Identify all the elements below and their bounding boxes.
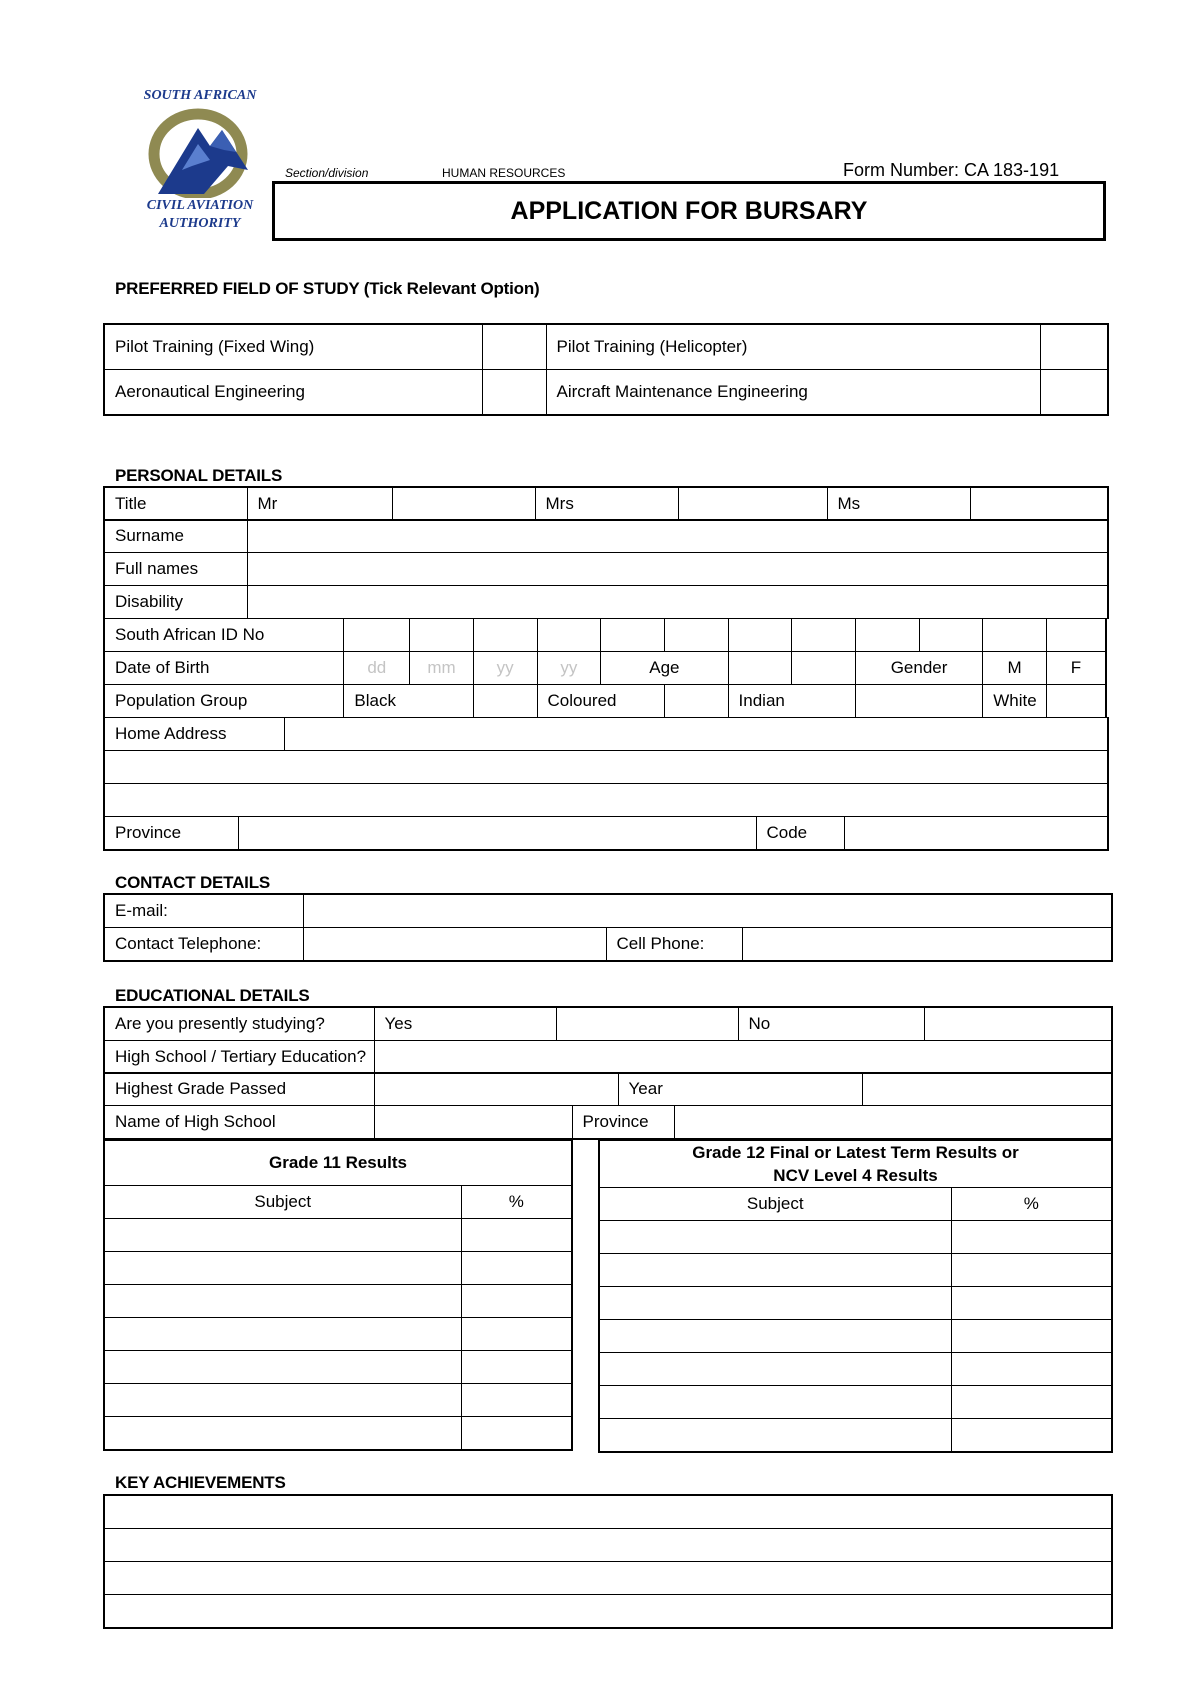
name-rows <box>103 519 1109 619</box>
achievement-line-3[interactable] <box>104 1562 1112 1595</box>
home-address-line-2[interactable] <box>104 751 1108 784</box>
id-digit-2[interactable] <box>410 619 474 652</box>
grade11-title: Grade 11 Results <box>104 1140 572 1186</box>
grade12-percent-4[interactable] <box>951 1320 1112 1353</box>
contact-table <box>103 893 1113 962</box>
age-box-2[interactable] <box>792 652 856 685</box>
form-title-box <box>272 181 1106 241</box>
id-digit-1[interactable] <box>344 619 410 652</box>
id-digit-6[interactable] <box>664 619 728 652</box>
id-digit-3[interactable] <box>473 619 537 652</box>
id-digit-9[interactable] <box>855 619 919 652</box>
tick-box-fixed-wing[interactable] <box>482 324 546 370</box>
home-address-line-3[interactable] <box>104 784 1108 817</box>
pop-white-label: White <box>983 685 1047 718</box>
year-field[interactable] <box>862 1073 1112 1106</box>
grade12-title-line2: NCV Level 4 Results <box>773 1166 938 1185</box>
gender-label: Gender <box>855 652 982 685</box>
grade11-table <box>103 1139 573 1451</box>
logo-emblem-icon <box>140 108 260 198</box>
code-label: Code <box>756 817 844 851</box>
logo-text-top: SOUTH AFRICAN <box>143 88 257 103</box>
grade12-percent-5[interactable] <box>951 1353 1112 1386</box>
study-option-helicopter: Pilot Training (Helicopter) <box>546 324 1040 370</box>
high-tertiary-field[interactable] <box>374 1041 1112 1074</box>
grade11-percent-4[interactable] <box>461 1318 572 1351</box>
grade12-percent-header: % <box>951 1188 1112 1221</box>
title-ms-label: Ms <box>827 487 970 521</box>
surname-label: Surname <box>104 520 247 553</box>
grade12-subject-5[interactable] <box>599 1353 951 1386</box>
pop-black-box[interactable] <box>473 685 537 718</box>
age-box-1[interactable] <box>728 652 792 685</box>
id-digit-7[interactable] <box>728 619 792 652</box>
study-heading: PREFERRED FIELD OF STUDY (Tick Relevant Option) <box>115 279 540 298</box>
dob-mm[interactable]: mm <box>410 652 474 685</box>
province-label: Province <box>104 817 238 851</box>
grade12-subject-header: Subject <box>599 1188 951 1221</box>
grade12-percent-7[interactable] <box>951 1419 1112 1453</box>
school-name-label: Name of High School <box>104 1106 374 1140</box>
id-digit-12[interactable] <box>1046 619 1106 652</box>
id-digit-5[interactable] <box>601 619 665 652</box>
grade11-subject-2[interactable] <box>104 1252 461 1285</box>
cell-field[interactable] <box>742 928 1112 962</box>
code-field[interactable] <box>844 817 1108 851</box>
studying-yes-box[interactable] <box>556 1007 738 1041</box>
education-table-3 <box>103 1105 1113 1140</box>
grade12-title-line1: Grade 12 Final or Latest Term Results or <box>692 1143 1019 1162</box>
grade11-percent-header: % <box>461 1186 572 1219</box>
grade12-subject-4[interactable] <box>599 1320 951 1353</box>
logo-text-mid: CIVIL AVIATION <box>146 198 254 213</box>
school-province-field[interactable] <box>674 1106 1112 1140</box>
telephone-field[interactable] <box>303 928 606 962</box>
dob-yy-1[interactable]: yy <box>473 652 537 685</box>
province-field[interactable] <box>238 817 756 851</box>
id-digit-4[interactable] <box>537 619 601 652</box>
grade11-subject-5[interactable] <box>104 1351 461 1384</box>
population-label: Population Group <box>104 685 344 718</box>
education-table-2 <box>103 1072 1113 1106</box>
id-digit-10[interactable] <box>919 619 983 652</box>
pop-black-label: Black <box>344 685 473 718</box>
studying-label: Are you presently studying? <box>104 1007 374 1041</box>
section-label: Section/division <box>285 166 369 180</box>
dob-label: Date of Birth <box>104 652 344 685</box>
school-name-field[interactable] <box>374 1106 572 1140</box>
highest-grade-label: Highest Grade Passed <box>104 1073 374 1106</box>
age-label: Age <box>601 652 728 685</box>
id-label: South African ID No <box>104 619 344 652</box>
study-option-fixed-wing: Pilot Training (Fixed Wing) <box>104 324 482 370</box>
disability-label: Disability <box>104 586 247 619</box>
grade12-subject-7[interactable] <box>599 1419 951 1453</box>
pop-indian-box[interactable] <box>855 685 982 718</box>
grade12-table <box>598 1139 1113 1453</box>
form-title: APPLICATION FOR BURSARY <box>510 196 868 225</box>
school-province-label: Province <box>572 1106 674 1140</box>
grade11-percent-1[interactable] <box>461 1219 572 1252</box>
grade12-subject-2[interactable] <box>599 1254 951 1287</box>
grade12-percent-6[interactable] <box>951 1386 1112 1419</box>
title-ms-box[interactable] <box>970 487 1108 521</box>
full-names-label: Full names <box>104 553 247 586</box>
grade11-subject-3[interactable] <box>104 1285 461 1318</box>
email-field[interactable] <box>303 894 1112 928</box>
achievement-line-4[interactable] <box>104 1595 1112 1629</box>
dob-dd[interactable]: dd <box>344 652 410 685</box>
study-option-aircraft-maintenance: Aircraft Maintenance Engineering <box>546 370 1040 416</box>
studying-no-label: No <box>738 1007 924 1041</box>
grade11-percent-7[interactable] <box>461 1417 572 1451</box>
education-heading: EDUCATIONAL DETAILS <box>115 986 310 1005</box>
grade12-subject-6[interactable] <box>599 1386 951 1419</box>
achievement-line-2[interactable] <box>104 1529 1112 1562</box>
grade11-percent-6[interactable] <box>461 1384 572 1417</box>
telephone-label: Contact Telephone: <box>104 928 303 962</box>
gender-f[interactable]: F <box>1046 652 1106 685</box>
highest-grade-field[interactable] <box>374 1073 618 1106</box>
education-table <box>103 1006 1113 1074</box>
address-rows <box>103 717 1109 851</box>
title-row <box>103 486 1109 521</box>
grade12-subject-3[interactable] <box>599 1287 951 1320</box>
id-dob-pop-rows <box>103 618 1107 718</box>
id-digit-11[interactable] <box>983 619 1047 652</box>
grade11-percent-2[interactable] <box>461 1252 572 1285</box>
grade11-subject-7[interactable] <box>104 1417 461 1451</box>
grade12-percent-3[interactable] <box>951 1287 1112 1320</box>
achievements-heading: KEY ACHIEVEMENTS <box>115 1473 286 1492</box>
pop-white-box[interactable] <box>1046 685 1106 718</box>
study-table <box>103 323 1109 416</box>
email-label: E-mail: <box>104 894 303 928</box>
grade11-percent-5[interactable] <box>461 1351 572 1384</box>
personal-heading: PERSONAL DETAILS <box>115 466 283 485</box>
cell-label: Cell Phone: <box>606 928 742 962</box>
full-names-field[interactable] <box>247 553 1108 586</box>
achievements-table <box>103 1494 1113 1629</box>
pop-coloured-label: Coloured <box>537 685 664 718</box>
grade11-subject-4[interactable] <box>104 1318 461 1351</box>
gender-m[interactable]: M <box>983 652 1047 685</box>
home-address-line-1[interactable] <box>284 718 1108 751</box>
id-digit-8[interactable] <box>792 619 856 652</box>
grade12-subject-1[interactable] <box>599 1221 951 1254</box>
high-tertiary-label: High School / Tertiary Education? <box>104 1041 374 1074</box>
form-number: Form Number: CA 183-191 <box>843 160 1060 180</box>
year-label: Year <box>618 1073 862 1106</box>
study-option-aeronautical: Aeronautical Engineering <box>104 370 482 416</box>
disability-field[interactable] <box>247 586 1108 619</box>
grade11-subject-1[interactable] <box>104 1219 461 1252</box>
title-mrs-box[interactable] <box>678 487 827 521</box>
pop-coloured-box[interactable] <box>664 685 728 718</box>
title-mr-label: Mr <box>247 487 392 521</box>
tick-box-aeronautical[interactable] <box>482 370 546 416</box>
caa-logo <box>130 88 270 238</box>
studying-no-box[interactable] <box>924 1007 1112 1041</box>
title-label: Title <box>104 487 247 521</box>
title-mrs-label: Mrs <box>535 487 678 521</box>
grade11-subject-6[interactable] <box>104 1384 461 1417</box>
achievement-line-1[interactable] <box>104 1495 1112 1529</box>
grade12-title <box>599 1140 1112 1188</box>
studying-yes-label: Yes <box>374 1007 556 1041</box>
section-value: HUMAN RESOURCES <box>442 166 566 180</box>
grade12-percent-1[interactable] <box>951 1221 1112 1254</box>
tick-box-aircraft-maintenance[interactable] <box>1040 370 1108 416</box>
logo-text-bottom: AUTHORITY <box>159 216 241 231</box>
dob-yy-2[interactable]: yy <box>537 652 601 685</box>
tick-box-helicopter[interactable] <box>1040 324 1108 370</box>
grade11-percent-3[interactable] <box>461 1285 572 1318</box>
surname-field[interactable] <box>247 520 1108 553</box>
title-mr-box[interactable] <box>392 487 535 521</box>
grade11-subject-header: Subject <box>104 1186 461 1219</box>
home-address-label: Home Address <box>104 718 284 751</box>
pop-indian-label: Indian <box>728 685 855 718</box>
contact-heading: CONTACT DETAILS <box>115 873 271 892</box>
grade12-percent-2[interactable] <box>951 1254 1112 1287</box>
